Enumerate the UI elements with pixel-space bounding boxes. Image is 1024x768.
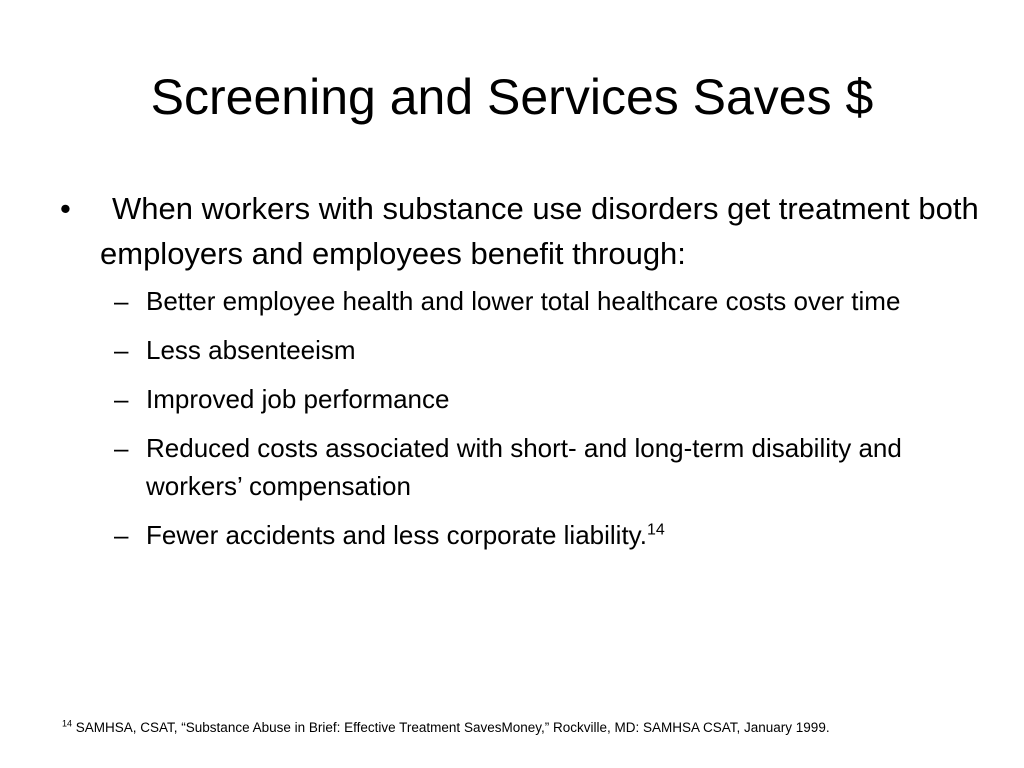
sub-bullet-item bbox=[114, 516, 988, 554]
sub-bullet-item bbox=[114, 429, 988, 505]
dash-marker: – bbox=[114, 384, 129, 414]
dash-marker: – bbox=[114, 520, 129, 550]
footnote-number: 14 bbox=[62, 718, 73, 729]
footnote bbox=[62, 718, 1002, 738]
slide-content bbox=[58, 186, 988, 565]
sub-bullet-text: Reduced costs associated with short- and long-term disability and workers’ compensation bbox=[146, 433, 902, 501]
sub-bullet-item bbox=[114, 331, 988, 369]
sub-bullet-text: Improved job performance bbox=[146, 384, 450, 414]
dash-marker: – bbox=[114, 433, 129, 463]
main-bullet bbox=[58, 186, 988, 276]
bullet-marker: • bbox=[60, 191, 71, 226]
sub-bullet-item bbox=[114, 380, 988, 418]
sub-bullet-text: Less absenteeism bbox=[146, 335, 356, 365]
main-bullet-text: When workers with substance use disorders get treatment both employers and employees benefit through: bbox=[100, 191, 979, 271]
footnote-text: SAMHSA, CSAT, “Substance Abuse in Brief: Effective Treatment SavesMoney,” Rockville, MD: SAMHSA CSAT, January 1999. bbox=[72, 720, 830, 735]
dash-marker: – bbox=[114, 335, 129, 365]
footnote-reference: 14 bbox=[646, 521, 665, 539]
sub-bullet-text: Better employee health and lower total healthcare costs over time bbox=[146, 286, 901, 316]
slide-title: Screening and Services Saves $ bbox=[150, 69, 874, 125]
sub-bullet-text: Fewer accidents and less corporate liability. bbox=[146, 520, 647, 550]
dash-marker: – bbox=[114, 286, 129, 316]
sub-bullet-list bbox=[58, 282, 988, 554]
sub-bullet-item bbox=[114, 282, 988, 320]
